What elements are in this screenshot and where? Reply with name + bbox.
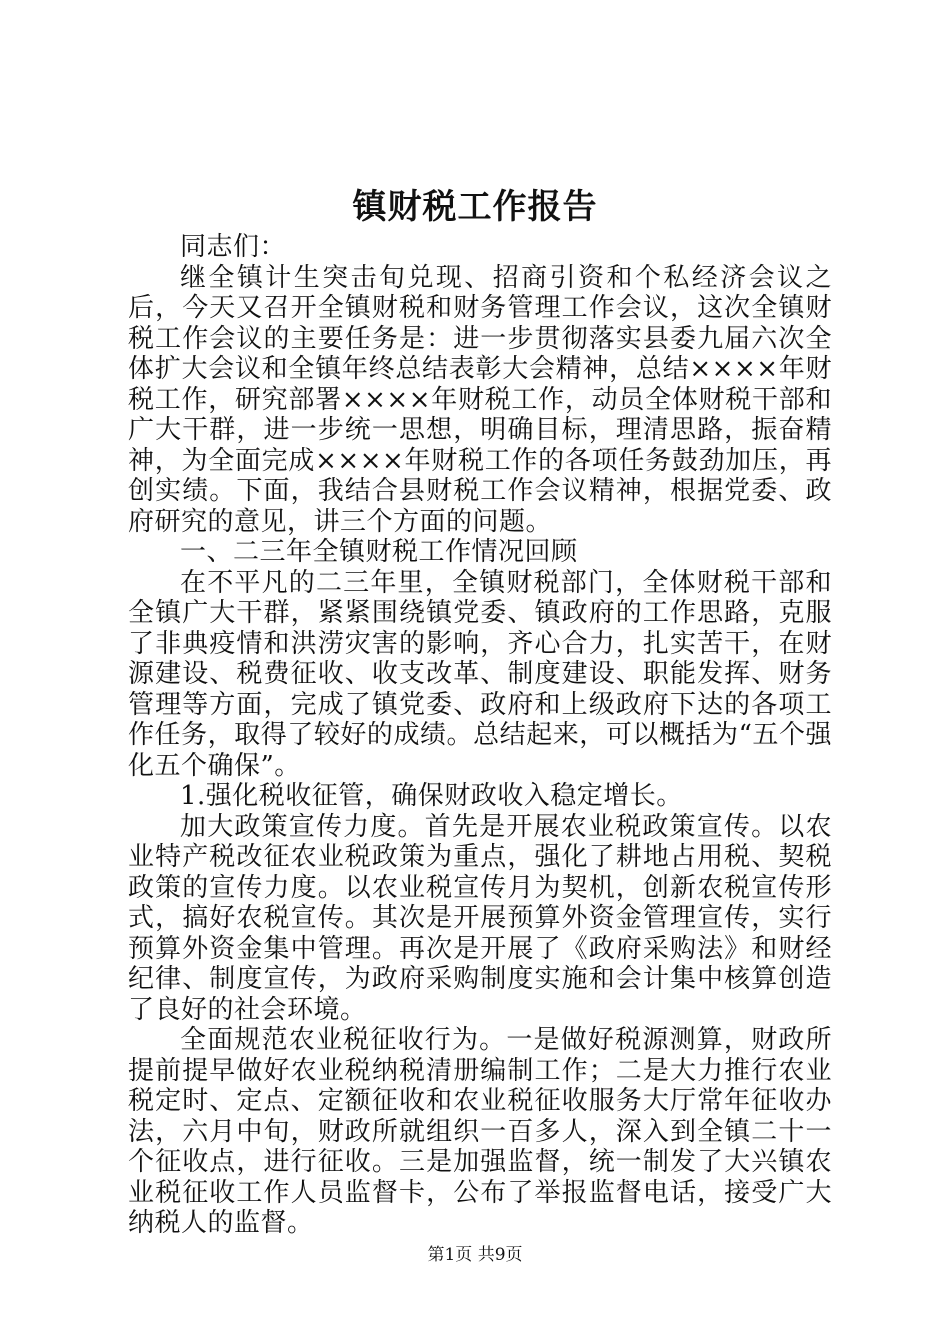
subsection-heading: 1.强化税收征管，确保财政收入稳定增长。 [180,781,683,811]
page-footer: 第1页 共9页 [427,1245,523,1265]
collection-paragraph: 全面规范农业税征收行为。一是做好税源测算，财政所提前提早做好农业税纳税清册编制工作；二是大力推行农业税定时、定点、定额征收和农业税征收服务大厅常年征收办法，六月中旬，财政所就组织一百多人，深入到全镇二十一个征收点，进行征收。三是加强监督，统一制发了大兴镇农业税征收工作人员监督卡，公布了举报监督电话，接受广大纳税人的监督。 [128,1025,832,1238]
policy-paragraph: 加大政策宣传力度。首先是开展农业税政策宣传。以农业特产税改征农业税政策为重点，强化了耕地占用税、契税政策的宣传力度。以农业税宣传月为契机，创新农税宣传形式，搞好农税宣传。其次是开展预算外资金管理宣传，实行预算外资金集中管理。再次是开展了《政府采购法》和财经纪律、制度宣传，为政府采购制度实施和会计集中核算创造了良好的社会环境。 [128,811,832,1025]
section-heading: 一、二三年全镇财税工作情况回顾 [180,537,578,567]
salutation-paragraph: 同志们： [180,232,287,262]
review-paragraph: 在不平凡的二三年里，全镇财税部门，全体财税干部和全镇广大干群，紧紧围绕镇党委、镇政府的工作思路，克服了非典疫情和洪涝灾害的影响，齐心合力，扎实苦干，在财源建设、税费征收、收支改革、制度建设、职能发挥、财务管理等方面，完成了镇党委、政府和上级政府下达的各项工作任务，取得了较好的成绩。总结起来，可以概括为“五个强化五个确保”。 [128,567,832,781]
document-title: 镇财税工作报告 [352,187,598,227]
intro-paragraph: 继全镇计生突击旬兑现、招商引资和个私经济会议之后，今天又召开全镇财税和财务管理工作会议，这次全镇财税工作会议的主要任务是：进一步贯彻落实县委九届六次全体扩大会议和全镇年终总结表彰大会精神，总结××××年财税工作，研究部署××××年财税工作，动员全体财税干部和广大干群，进一步统一思想，明确目标，理清思路，振奋精神，为全面完成××××年财税工作的各项任务鼓劲加压，再创实绩。下面，我结合县财税工作会议精神，根据党委、政府研究的意见，讲三个方面的问题。 [128,262,832,537]
document-body [128,232,832,1239]
